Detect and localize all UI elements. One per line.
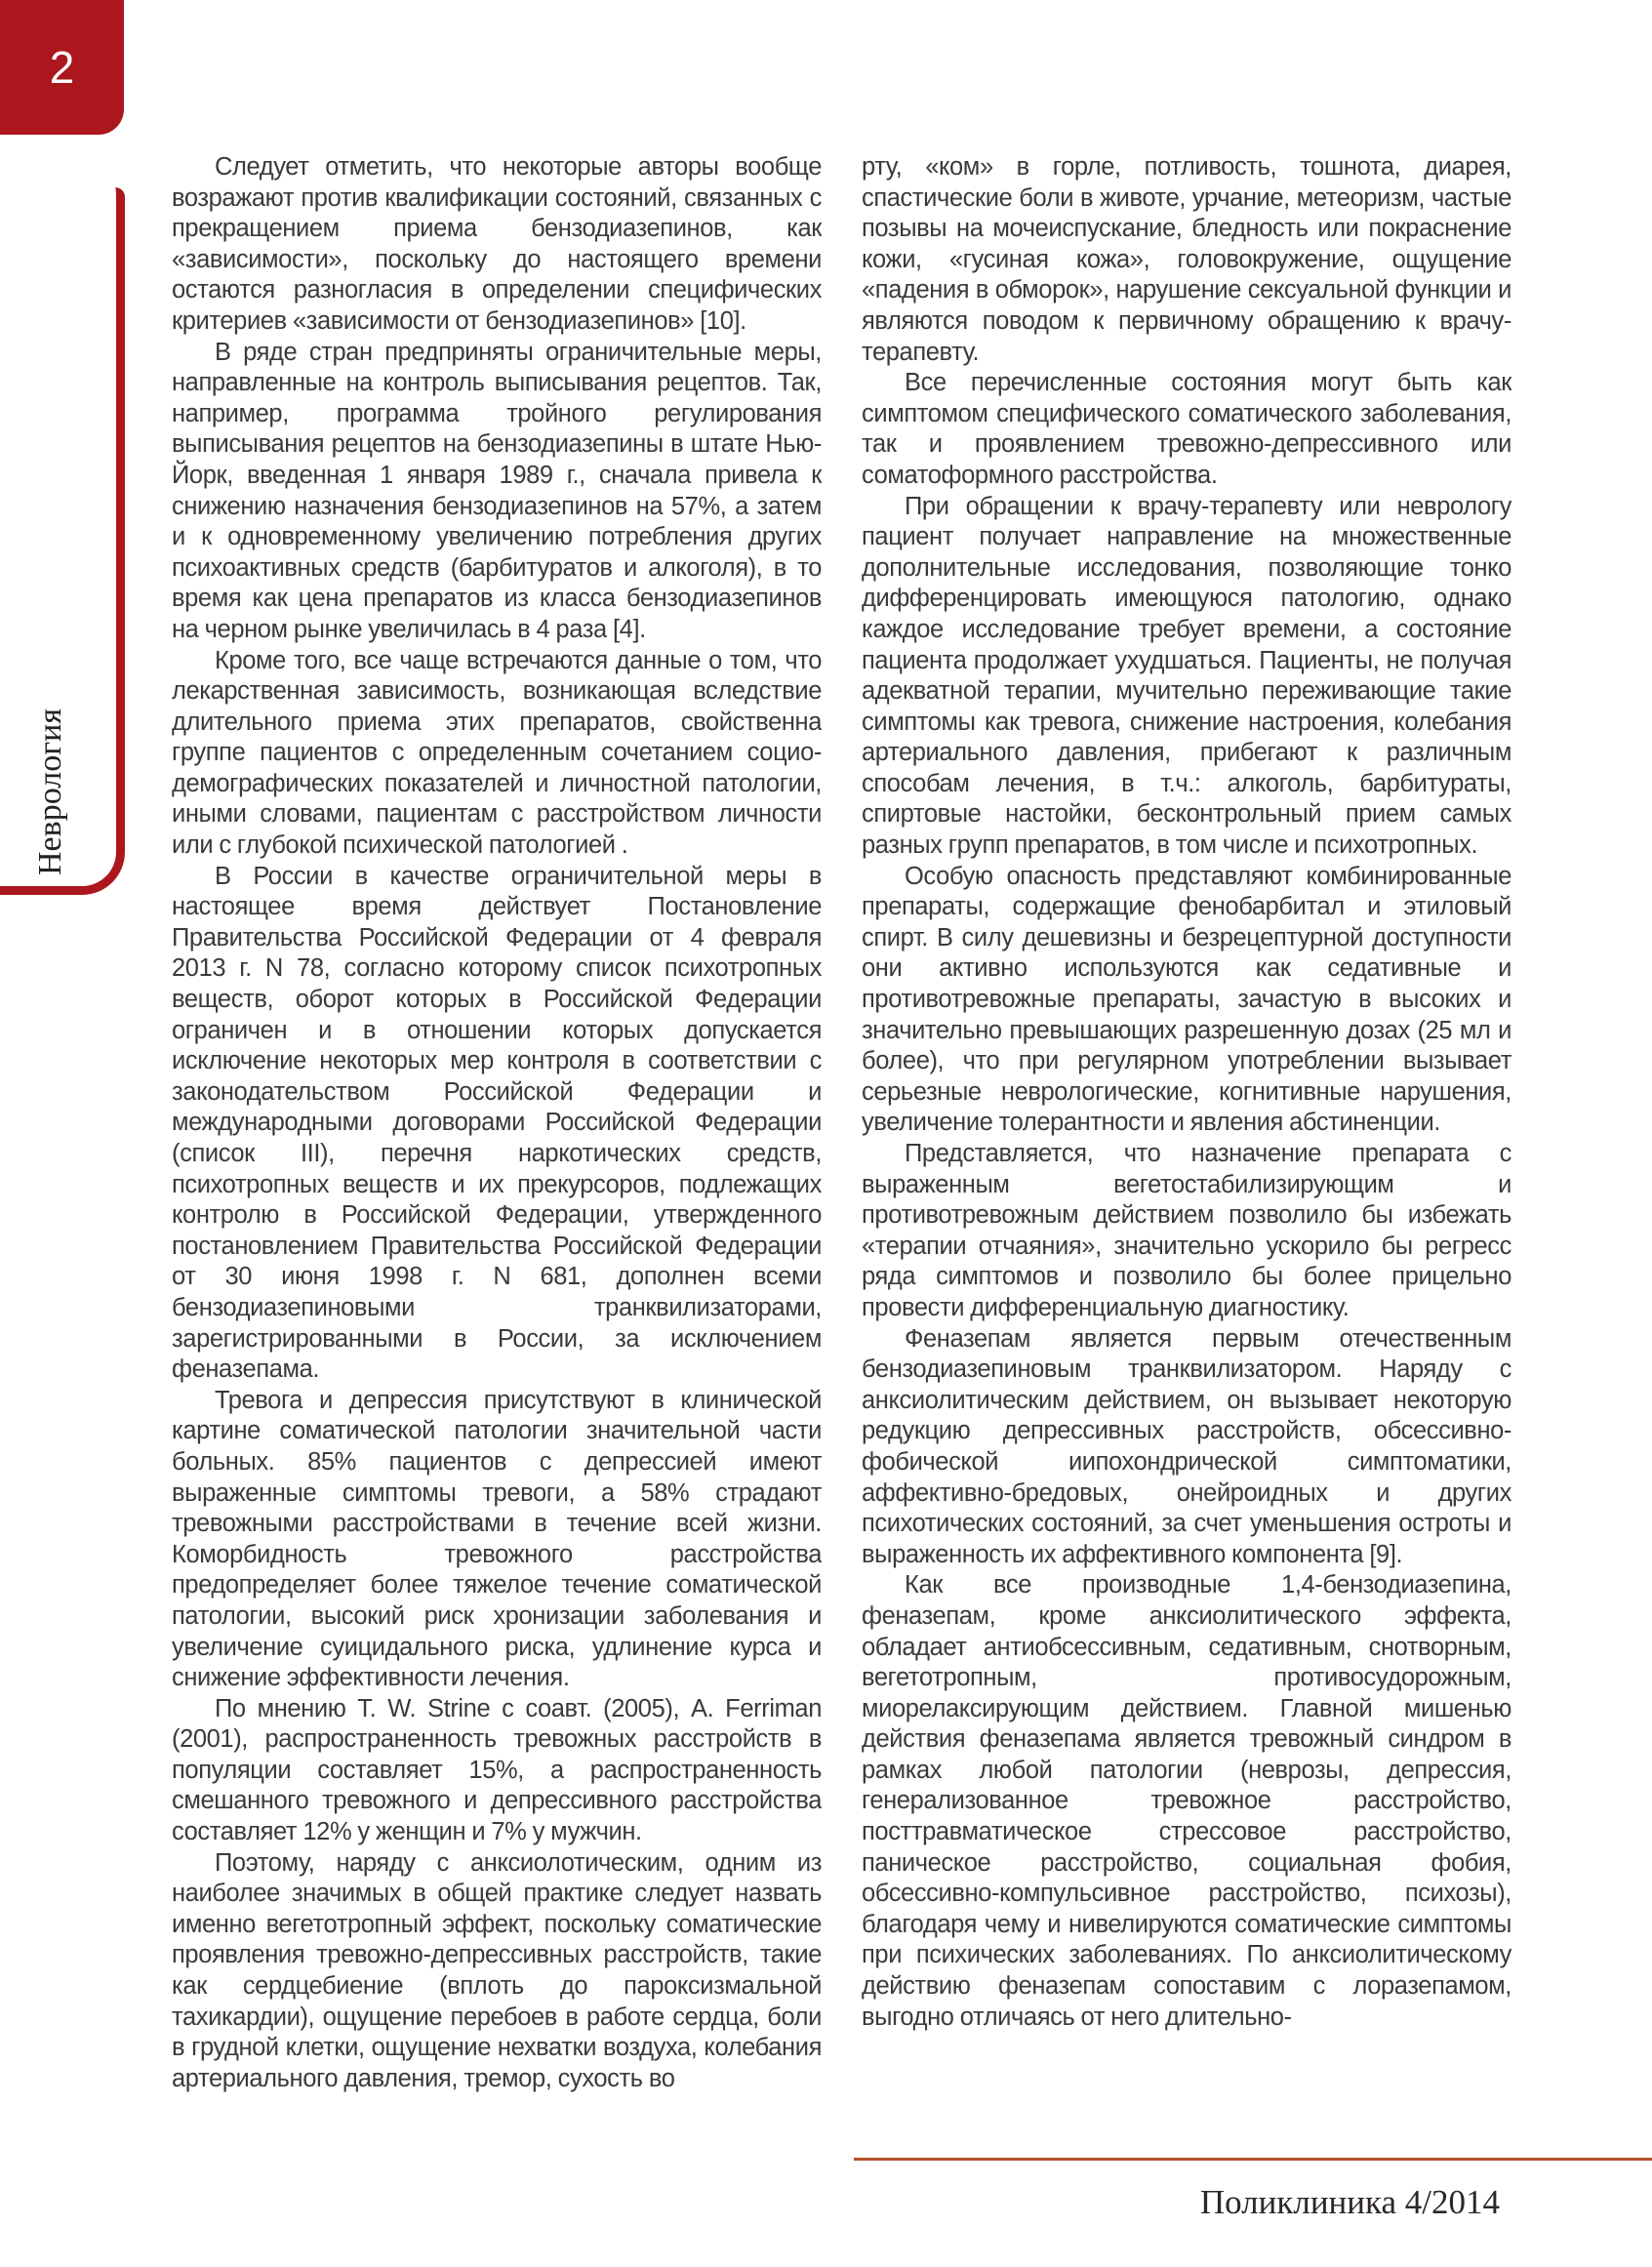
paragraph: В ряде стран предприняты ограничительные меры, направленные на контроль выписывания рецептов. Так, например, программа тройного регулирования выписывания рецептов на бензодиазепины в штате Нью-Йорк, введенная 1 января 1989 г., сначала привела к снижению назначения бензодиазепинов на 57%, а затем и к одновременному увеличению потребления других психоактивных средств (барбитуратов и алкоголя), в то время как цена препаратов из класса бензодиазепинов на черном рынке увеличилась в 4 раза [4].: [172, 338, 822, 643]
paragraph: Как все производные 1,4-бензодиазепина, феназепам, кроме анксиолитического эффекта, обладает антиобсессивным, седативным, снотворным, вегетотропным, противосудорожным, миорелаксирующим действием. Главной мишенью действия феназепама является тревожный синдром в рамках любой патологии (неврозы, депрессия, генерализованное тревожное расстройство, посттравматическое стрессовое расстройство, паническое расстройство, социальная фобия, обсессивно-компульсивное расстройство, психозы), благодаря чему и нивелируются соматические симптомы при психических заболеваниях. По анксиолитическому действию феназепам сопоставим с лоразепамом, выгодно отличаясь от него длительно-: [862, 1571, 1511, 2031]
journal-footer: Поликлиника 4/2014: [1199, 2183, 1500, 2221]
article-column-right: [862, 152, 1511, 2127]
footer-rule: [854, 2158, 1652, 2161]
paragraph: Поэтому, наряду с анксиолотическим, одним из наиболее значимых в общей практике следует назвать именно вегетотропный эффект, поскольку соматические проявления тревожно-депрессивных расстройств, такие как сердцебиение (вплоть до пароксизмальной тахикардии), ощущение перебоев в работе сердца, боли в грудной клетки, ощущение нехватки воздуха, колебания артериального давления, тремор, сухость во: [172, 1848, 822, 2092]
paragraph: Следует отметить, что некоторые авторы вообще возражают против квалификации состояний, связанных с прекращением приема бензодиазепинов, как «зависимости», поскольку до настоящего времени остаются разногласия в определении специфических критериев «зависимости от бензодиазепинов» [10].: [172, 153, 822, 335]
paragraph: В России в качестве ограничительной меры в настоящее время действует Постановление Правительства Российской Федерации от 4 февраля 2013 г. N 78, согласно которому список психотропных веществ, оборот которых в Российской Федерации ограничен и в отношении которых допускается исключение некоторых мер контроля в соответствии с законодательством Российской Федерации и международными договорами Российской Федерации (список III), перечня наркотических средств, психотропных веществ и их прекурсоров, подлежащих контролю в Российской Федерации, утвержденного постановлением Правительства Российской Федерации от 30 июня 1998 г. N 681, дополнен всеми бензодиазепиновыми транквилизаторами, зарегистрированными в России, за исключением феназепама.: [172, 862, 822, 1384]
paragraph: Представляется, что назначение препарата с выраженным вегетостабилизирующим и противотревожным действием позволило бы избежать «терапии отчаяния», значительно ускорило бы регресс ряда симптомов и позволило бы более прицельно провести дифференциальную диагностику.: [862, 1140, 1511, 1321]
page-number: 2: [49, 42, 75, 93]
paragraph: Тревога и депрессия присутствуют в клинической картине соматической патологии значительной части больных. 85% пациентов с депрессией имеют выраженные симптомы тревоги, а 58% страдают тревожными расстройствами в течение всей жизни. Коморбидность тревожного расстройства предопределяет более тяжелое течение соматической патологии, высокий риск хронизации заболевания и увеличение суицидального риска, удлинение курса и снижение эффективности лечения.: [172, 1386, 822, 1692]
paragraph: рту, «ком» в горле, потливость, тошнота, диарея, спастические боли в животе, урчание, метеоризм, частые позывы на мочеиспускание, бледность или покраснение кожи, «гусиная кожа», головокружение, ощущение «падения в обморок», нарушение сексуальной функции и являются поводом к первичному обращению к врачу-терапевту.: [862, 153, 1511, 366]
paragraph: Феназепам является первым отечественным бензодиазепиновым транквилизатором. Наряду с анксиолитическим действием, он вызывает некоторую редукцию депрессивных расстройств, обсессивно-фобической иипохондрической симптоматики, аффективно-бредовых, онейроидных и других психотических состояний, за счет уменьшения остроты и выраженность их аффективного компонента [9].: [862, 1324, 1511, 1568]
paragraph: По мнению T. W. Strine с соавт. (2005), A. Ferriman (2001), распространенность тревожных расстройств в популяции составляет 15%, а распространенность смешанного тревожного и депрессивного расстройства составляет 12% у женщин и 7% у мужчин.: [172, 1694, 822, 1846]
page-number-badge: [0, 0, 124, 135]
paragraph: При обращении к врачу-терапевту или неврологу пациент получает направление на множественные дополнительные исследования, позволяющие тонко дифференцировать имеющуюся патологию, однако каждое исследование требует времени, а состояние пациента продолжает ухудшаться. Пациенты, не получая адекватной терапии, мучительно переживающие такие симптомы как тревога, снижение настроения, колебания артериального давления, прибегают к различным способам лечения, в т.ч.: алкоголь, барбитураты, спиртовые настойки, бесконтрольный прием самых разных групп препаратов, в том числе и психотропных.: [862, 492, 1511, 860]
article-column-left: [172, 152, 822, 2127]
paragraph: Особую опасность представляют комбинированные препараты, содержащие фенобарбитал и этиловый спирт. В силу дешевизны и безрецептурной доступности они активно используются как седативные и противотревожные препараты, зачастую в высоких и значительно превышающих разрешенную дозах (25 мл и более), что при регулярном употреблении вызывает серьезные неврологические, когнитивные нарушения, увеличение толерантности и явления абстиненции.: [862, 862, 1511, 1137]
paragraph: Кроме того, все чаще встречаются данные о том, что лекарственная зависимость, возникающая вследствие длительного приема этих препаратов, свойственна группе пациентов с определенным сочетанием социо-демографических показателей и личностной патологии, иными словами, пациентам с расстройством личности или с глубокой психической патологией .: [172, 646, 822, 860]
paragraph: Все перечисленные состояния могут быть как симптомом специфического соматического заболевания, так и проявлением тревожно-депрессивного или соматоформного расстройства.: [862, 369, 1511, 489]
section-label: Неврология: [32, 708, 68, 875]
